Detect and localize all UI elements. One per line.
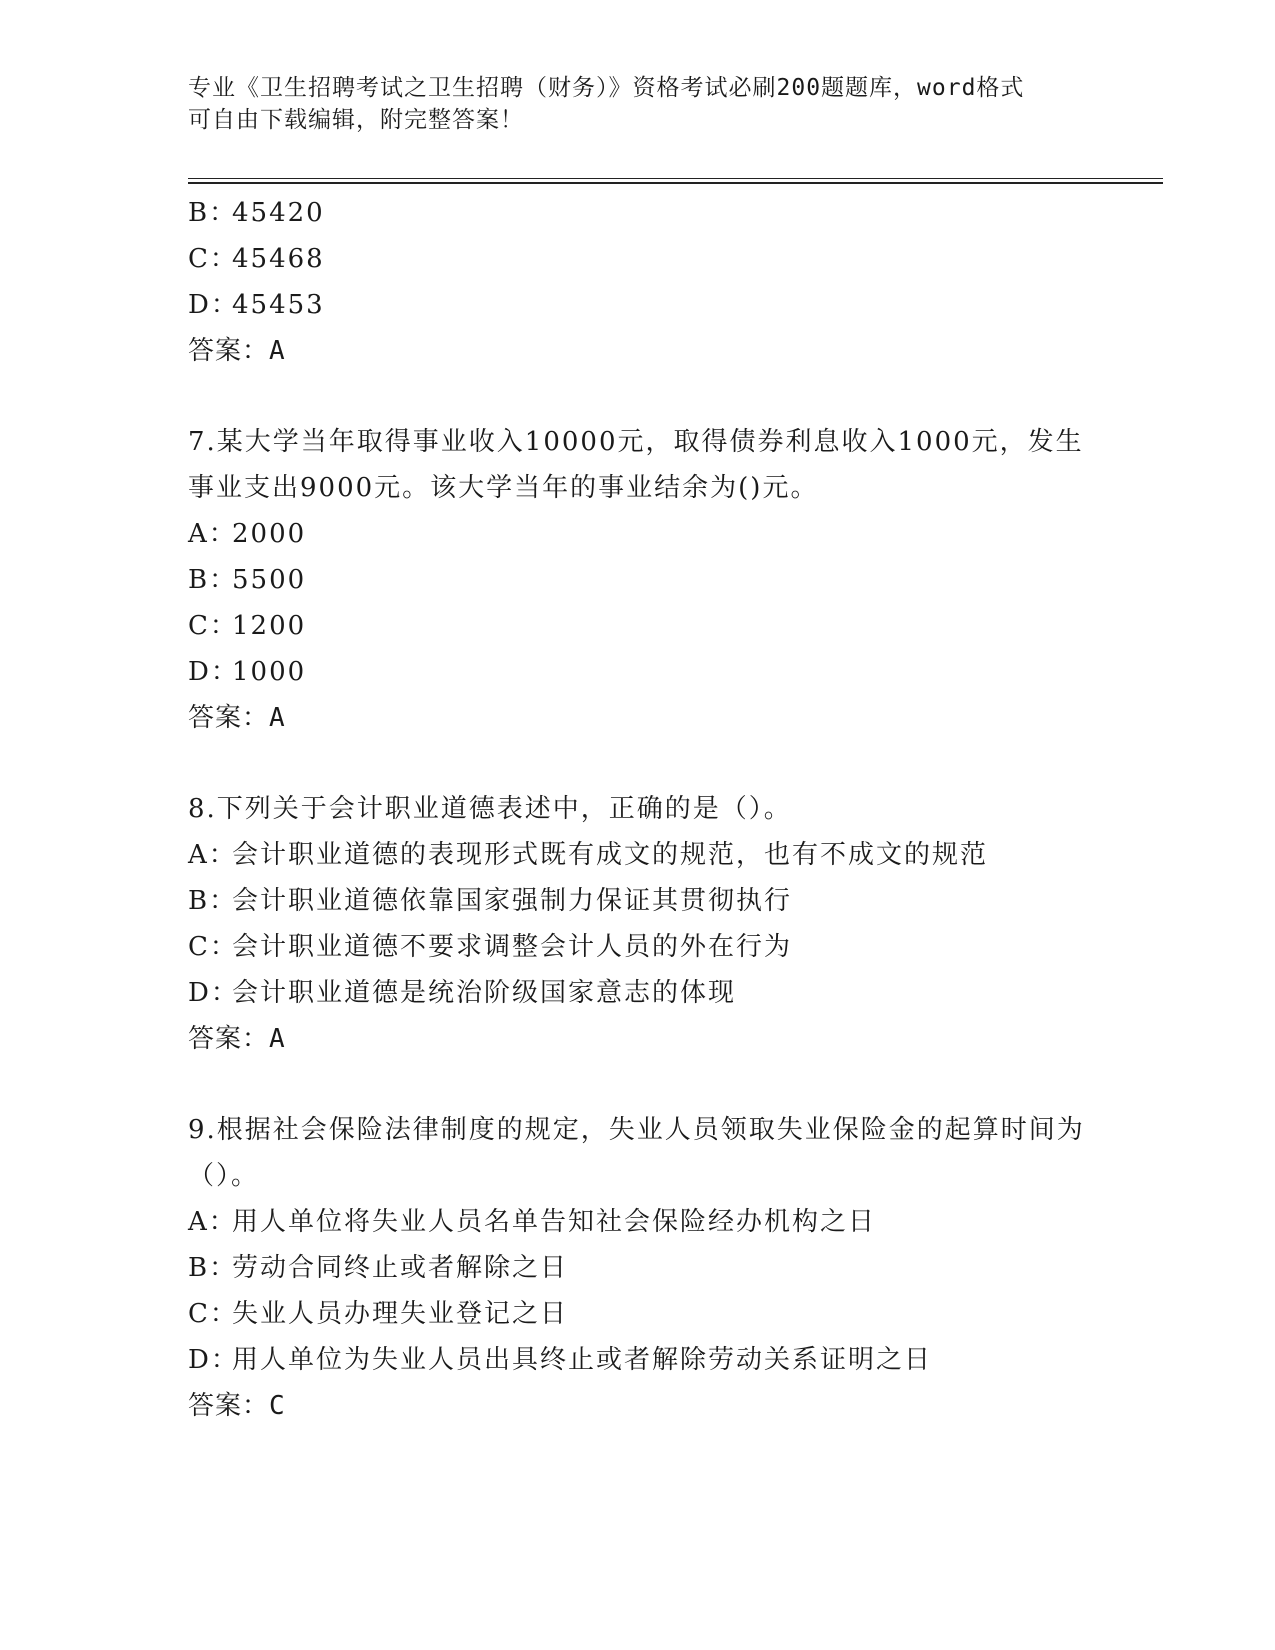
question-8 [188,786,1088,1062]
header-line-1: 专业《卫生招聘考试之卫生招聘（财务）》资格考试必刷200题题库，word格式 [188,75,1025,101]
answer: 答案：C [188,1391,286,1421]
answer: 答案：A [188,1024,286,1054]
option-c: C：1200 [188,611,307,641]
question-stem: 7.某大学当年取得事业收入10000元，取得债券利息收入1000元，发生事业支出9000元。该大学当年的事业结余为()元。 [188,427,1084,503]
answer: 答案：A [188,703,286,733]
header-divider-thin [188,178,1163,179]
option-a: A：2000 [188,519,307,549]
header-line-2: 可自由下载编辑，附完整答案！ [188,107,524,133]
option-b: B：45420 [188,198,325,228]
option-c: C：45468 [188,244,325,274]
option-a: A：用人单位将失业人员名单告知社会保险经办机构之日 [188,1207,877,1237]
question-7 [188,419,1088,741]
option-d: D：45453 [188,290,325,320]
option-b: B：劳动合同终止或者解除之日 [188,1253,569,1283]
question-stem: 8.下列关于会计职业道德表述中，正确的是（）。 [188,794,792,824]
document-header [188,72,1088,136]
answer: 答案：A [188,336,286,366]
option-d: D：用人单位为失业人员出具终止或者解除劳动关系证明之日 [188,1345,933,1375]
option-a: A：会计职业道德的表现形式既有成文的规范，也有不成文的规范 [188,840,989,870]
header-divider-thick [188,182,1163,184]
document-body [188,190,1088,1429]
question-9 [188,1107,1088,1429]
option-d: D：会计职业道德是统治阶级国家意志的体现 [188,978,737,1008]
option-c: C：失业人员办理失业登记之日 [188,1299,569,1329]
option-d: D：1000 [188,657,307,687]
question-6-continued [188,190,1088,374]
option-b: B：会计职业道德依靠国家强制力保证其贯彻执行 [188,886,793,916]
option-b: B：5500 [188,565,307,595]
question-stem: 9.根据社会保险法律制度的规定，失业人员领取失业保险金的起算时间为（）。 [188,1115,1085,1191]
option-c: C：会计职业道德不要求调整会计人员的外在行为 [188,932,793,962]
